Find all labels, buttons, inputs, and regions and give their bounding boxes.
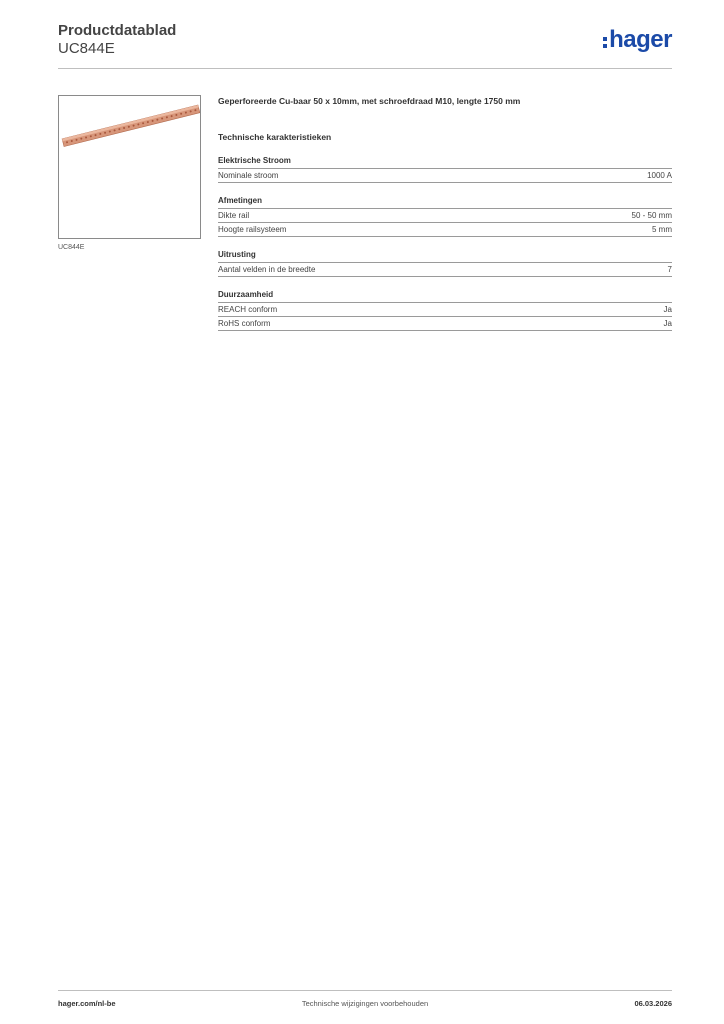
spec-content <box>218 95 672 331</box>
product-code: UC844E <box>58 40 115 57</box>
spec-row <box>218 169 672 183</box>
spec-value: 50 - 50 mm <box>631 211 672 220</box>
spec-label: REACH conform <box>218 305 278 314</box>
logo-text: hager <box>609 26 672 53</box>
spec-value: Ja <box>663 305 672 314</box>
spec-group-dimensions <box>218 195 672 237</box>
product-image <box>58 95 201 239</box>
group-title: Afmetingen <box>218 195 672 209</box>
spec-label: RoHS conform <box>218 319 271 328</box>
spec-label: Aantal velden in de breedte <box>218 265 316 274</box>
image-caption: UC844E <box>58 244 85 251</box>
header-divider <box>58 68 672 69</box>
footer-date: 06.03.2026 <box>634 999 672 1008</box>
product-description: Geperforeerde Cu-baar 50 x 10mm, met schroefdraad M10, lengte 1750 mm <box>218 96 521 106</box>
logo-colon-icon <box>603 37 607 48</box>
section-title: Technische karakteristieken <box>218 132 332 142</box>
group-title: Uitrusting <box>218 249 672 263</box>
spec-row <box>218 223 672 237</box>
spec-value: 1000 A <box>647 171 672 180</box>
hager-logo <box>603 26 672 54</box>
spec-row <box>218 303 672 317</box>
group-title: Duurzaamheid <box>218 289 672 303</box>
copper-busbar-image <box>59 96 201 239</box>
spec-value: 7 <box>667 265 672 274</box>
spec-row <box>218 263 672 277</box>
footer-divider <box>58 990 672 991</box>
spec-row <box>218 209 672 223</box>
document-title: Productdatablad <box>58 22 177 39</box>
spec-group-sustainability <box>218 289 672 331</box>
spec-label: Dikte rail <box>218 211 250 220</box>
spec-group-electric <box>218 155 672 183</box>
spec-label: Hoogte railsysteem <box>218 225 287 234</box>
spec-value: 5 mm <box>652 225 672 234</box>
spec-row <box>218 317 672 331</box>
spec-label: Nominale stroom <box>218 171 279 180</box>
page-header <box>58 22 672 70</box>
footer-website-link[interactable]: hager.com/nl-be <box>58 999 116 1008</box>
spec-group-equipment <box>218 249 672 277</box>
spec-value: Ja <box>663 319 672 328</box>
footer-disclaimer: Technische wijzigingen voorbehouden <box>301 999 429 1008</box>
group-title: Elektrische Stroom <box>218 155 672 169</box>
